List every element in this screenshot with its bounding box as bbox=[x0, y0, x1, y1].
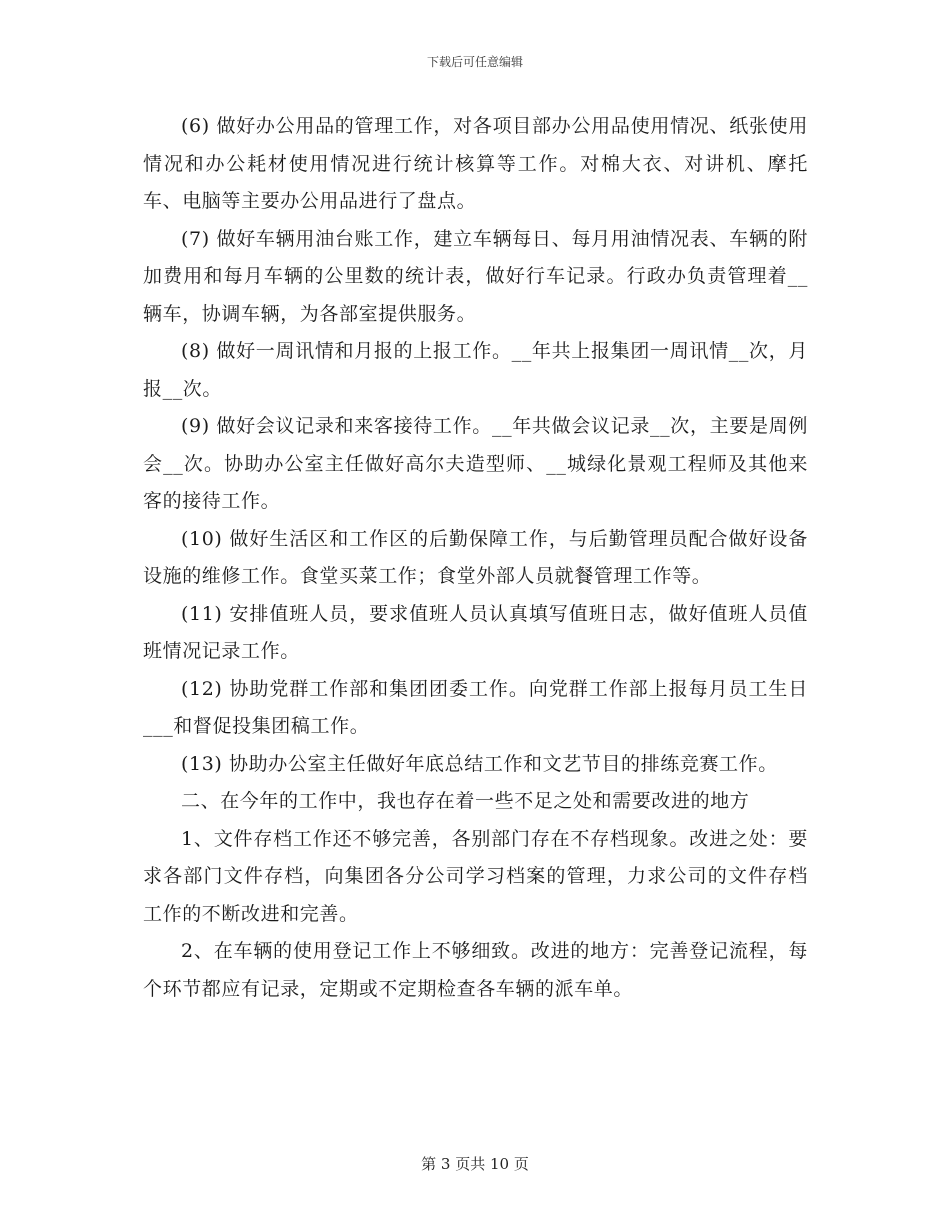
paragraph-item-10: (10) 做好生活区和工作区的后勤保障工作，与后勤管理员配合做好设备设施的维修工作。食堂买菜工作；食堂外部人员就餐管理工作等。 bbox=[143, 527, 808, 587]
paragraph-item-12: (12) 协助党群工作部和集团团委工作。向党群工作部上报每月员工生日___和督促投集团稿工作。 bbox=[143, 677, 808, 737]
paragraph-item-13: (13) 协助办公室主任做好年底总结工作和文艺节目的排练竞赛工作。 bbox=[181, 752, 778, 775]
paragraph-item-11: (11) 安排值班人员，要求值班人员认真填写值班日志，做好值班人员值班情况记录工作。 bbox=[143, 602, 808, 662]
page-number-footer: 第 3 页共 10 页 bbox=[421, 1155, 529, 1173]
improvement-item-1: 1、文件存档工作还不够完善，各别部门存在不存档现象。改进之处：要求各部门文件存档，向集团各分公司学习档案的管理，力求公司的文件存档工作的不断改进和完善。 bbox=[143, 827, 808, 925]
document-body bbox=[143, 108, 808, 1008]
paragraph-item-8: (8) 做好一周讯情和月报的上报工作。__年共上报集团一周讯情__次，月报__次。 bbox=[143, 340, 808, 400]
improvement-item-2: 2、在车辆的使用登记工作上不够细致。改进的地方：完善登记流程，每个环节都应有记录，定期或不定期检查各车辆的派车单。 bbox=[143, 940, 808, 1000]
paragraph-item-9: (9) 做好会议记录和来客接待工作。__年共做会议记录__次，主要是周例会__次。协助办公室主任做好高尔夫造型师、__城绿化景观工程师及其他来客的接待工作。 bbox=[143, 415, 808, 512]
paragraph-item-7: (7) 做好车辆用油台账工作，建立车辆每日、每月用油情况表、车辆的附加费用和每月车辆的公里数的统计表，做好行车记录。行政办负责管理着__辆车，协调车辆，为各部室提供服务。 bbox=[143, 227, 808, 325]
paragraph-item-6: (6) 做好办公用品的管理工作，对各项目部办公用品使用情况、纸张使用情况和办公耗材使用情况进行统计核算等工作。对棉大衣、对讲机、摩托车、电脑等主要办公用品进行了盘点。 bbox=[143, 115, 808, 212]
page-header-note: 下载后可任意编辑 bbox=[426, 55, 523, 69]
section-heading-shortcomings: 二、在今年的工作中，我也存在着一些不足之处和需要改进的地方 bbox=[181, 790, 750, 812]
